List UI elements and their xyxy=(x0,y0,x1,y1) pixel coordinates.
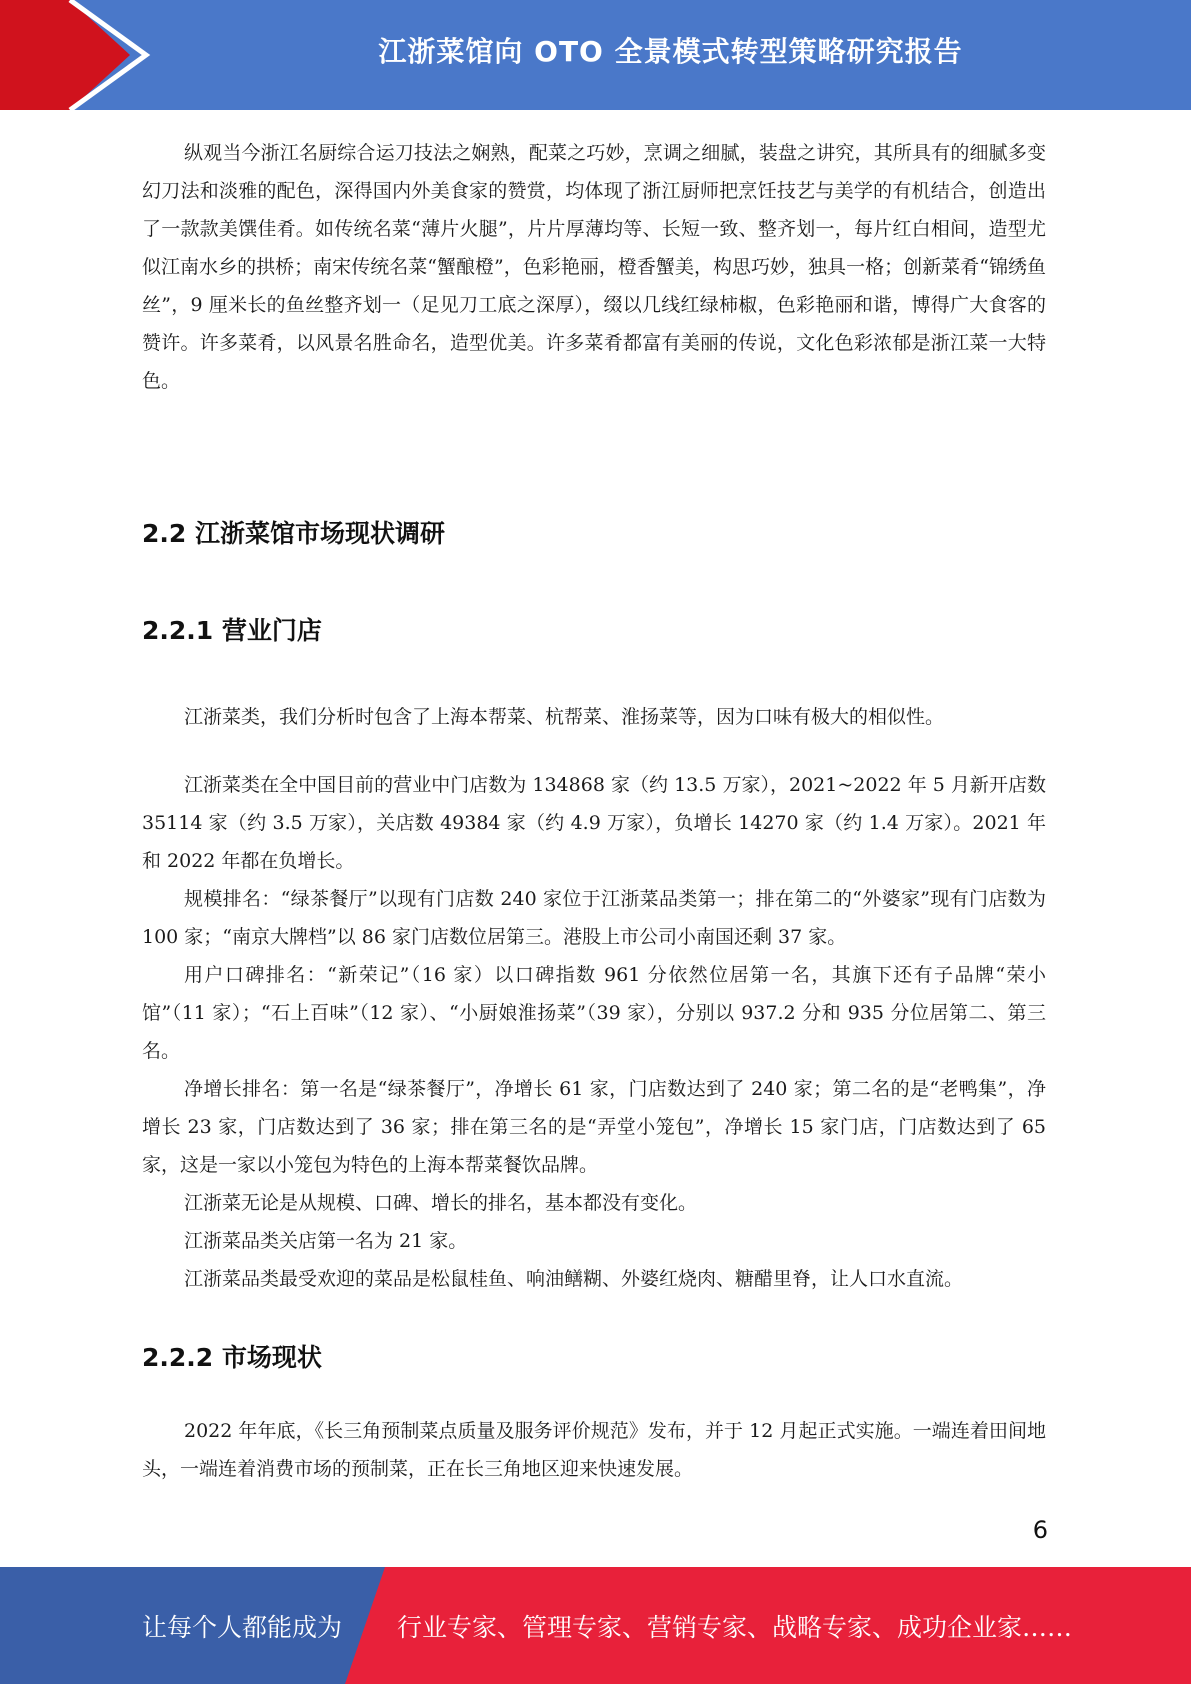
section-heading-2-2-1: 2.2.1 营业门店 xyxy=(142,616,322,645)
page-header xyxy=(0,0,1191,110)
paragraph: 江浙菜无论是从规模、口碑、增长的排名，基本都没有变化。 xyxy=(184,1192,698,1214)
footer-slogan-right: 行业专家、管理专家、营销专家、战略专家、成功企业家…… xyxy=(397,1612,1073,1642)
section-heading-2-2: 2.2 江浙菜馆市场现状调研 xyxy=(142,519,445,548)
paragraph: 江浙菜品类最受欢迎的菜品是松鼠桂鱼、响油鳝糊、外婆红烧肉、糖醋里脊，让人口水直流。 xyxy=(184,1268,964,1290)
paragraph: 江浙菜类，我们分析时包含了上海本帮菜、杭帮菜、淮扬菜等，因为口味有极大的相似性。 xyxy=(184,706,945,728)
report-title: 江浙菜馆向 OTO 全景模式转型策略研究报告 xyxy=(378,35,963,68)
page-content xyxy=(142,134,1046,1488)
page-footer xyxy=(0,1567,1191,1684)
paragraph: 净增长排名：第一名是“绿茶餐厅”，净增长 61 家，门店数达到了 240 家；第二名的是“老鸭集”，净增长 23 家，门店数达到了 36 家；排在第三名的是“弄堂小笼包”，净增长 15 家门店，门店数达到了 65 家，这是一家以小笼包为特色的上海本帮菜餐饮品牌。 xyxy=(142,1078,1046,1176)
footer-slogan-left: 让每个人都能成为 xyxy=(142,1612,343,1642)
intro-paragraph: 纵观当今浙江名厨综合运刀技法之娴熟，配菜之巧妙，烹调之细腻，装盘之讲究，其所具有的细腻多变幻刀法和淡雅的配色，深得国内外美食家的赞赏，均体现了浙江厨师把烹饪技艺与美学的有机结合，创造出了一款款美馔佳肴。如传统名菜“薄片火腿”，片片厚薄均等、长短一致、整齐划一，每片红白相间，造型尤似江南水乡的拱桥；南宋传统名菜“蟹酿橙”，色彩艳丽，橙香蟹美，构思巧妙，独具一格；创新菜肴“锦绣鱼丝”，9 厘米长的鱼丝整齐划一（足见刀工底之深厚），缀以几线红绿柿椒，色彩艳丽和谐，博得广大食客的赞许。许多菜肴，以风景名胜命名，造型优美。许多菜肴都富有美丽的传说，文化色彩浓郁是浙江菜一大特色。 xyxy=(142,142,1046,392)
paragraph: 江浙菜品类关店第一名为 21 家。 xyxy=(184,1230,468,1252)
paragraph: 用户口碑排名：“新荣记”（16 家）以口碑指数 961 分依然位居第一名，其旗下还有子品牌“荣小馆”（11 家）；“石上百味”（12 家）、“小厨娘淮扬菜”（39 家），分别以 937.2 分和 935 分位居第二、第三名。 xyxy=(142,964,1046,1062)
paragraph: 江浙菜类在全中国目前的营业中门店数为 134868 家（约 13.5 万家），2021~2022 年 5 月新开店数 35114 家（约 3.5 万家），关店数 49384 家（约 4.9 万家），负增长 14270 家（约 1.4 万家）。2021 年和 2022 年都在负增长。 xyxy=(142,774,1046,872)
paragraph: 规模排名：“绿茶餐厅”以现有门店数 240 家位于江浙菜品类第一；排在第二的“外婆家”现有门店数为 100 家；“南京大牌档”以 86 家门店数位居第三。港股上市公司小南国还剩 37 家。 xyxy=(142,888,1046,948)
page-number: 6 xyxy=(1032,1516,1048,1544)
paragraph: 2022 年年底，《长三角预制菜点质量及服务评价规范》发布，并于 12 月起正式实施。一端连着田间地头，一端连着消费市场的预制菜，正在长三角地区迎来快速发展。 xyxy=(142,1420,1046,1480)
section-heading-2-2-2: 2.2.2 市场现状 xyxy=(142,1343,322,1372)
